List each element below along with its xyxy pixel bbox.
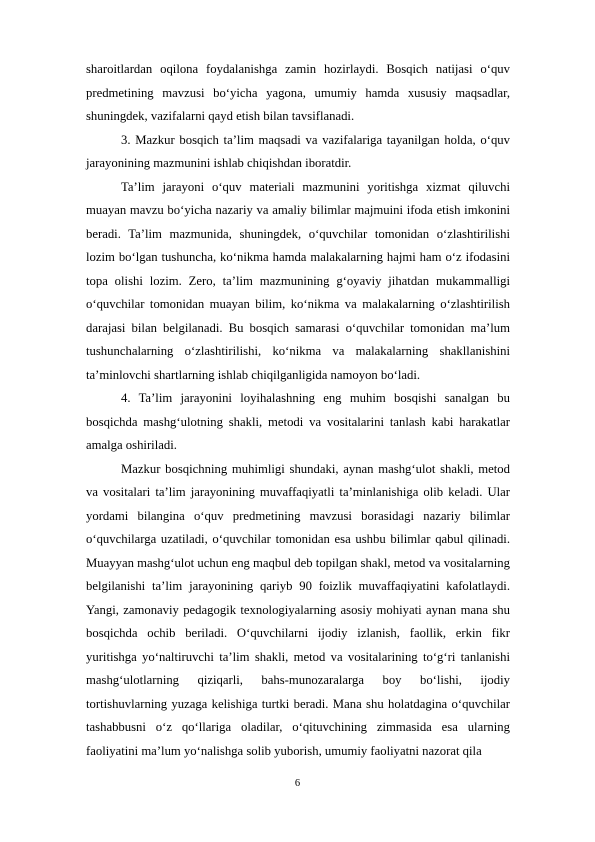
body-text	[86, 58, 510, 763]
page-number: 6	[294, 778, 301, 789]
paragraph-step-3: 3. Mazkur bosqich ta’lim maqsadi va vazifalariga tayanilgan holda, o‘quv jarayonining mazmunini ishlab chiqishdan iboratdir.	[86, 132, 510, 170]
paragraph-importance: Mazkur bosqichning muhimligi shundaki, aynan mashg‘ulot shakli, metod va vositalari ta’lim jarayonining muvaffaqiyatli ta’minlanishiga olib keladi. Ular yordami bilangina o‘quv predmetining mavzusi borasidagi nazariy bilimlar o‘quvchilarga uzatiladi, o‘quvchilar tomonidan esa ushbu bilimlar qabul qilinadi. Muayyan mashg‘ulot uchun eng maqbul deb topilgan shakl, metod va vositalarning belgilanishi ta’lim jarayonining qariyb 90 foizlik muvaffaqiyatini kafolatlaydi. Yangi, zamonaviy pedagogik texnologiyalarning asosiy mohiyati aynan mana shu bosqichda ochib beriladi. O‘quvchilarni ijodiy izlanish, faollik, erkin fikr yuritishga yo‘naltiruvchi ta’lim shakli, metod va vositalarining to‘g‘ri tanlanishi mashg‘ulotlarning qiziqarli, bahs-munozaralarga boy bo‘lishi, ijodiy tortishuvlarning yuzaga kelishiga turtki beradi. Mana shu holatdagina o‘quvchilar tashabbusni o‘z qo‘llariga oladilar, o‘qituvchining zimmasida esa ularning faoliyatini ma’lum yo‘nalishga solib yuborish, umumiy faoliyatni nazorat qila	[86, 461, 510, 758]
paragraph-step-4: 4. Ta’lim jarayonini loyihalashning eng muhim bosqishi sanalgan bu bosqichda mashg‘ulotning shakli, metodi va vositalarini tanlash kabi harakatlar amalga oshiriladi.	[86, 391, 510, 452]
paragraph-learning-content: Ta’lim jarayoni o‘quv materiali mazmunini yoritishga xizmat qiluvchi muayan mavzu bo‘yicha nazariy va amaliy bilimlar majmuini ifoda etish imkonini beradi. Ta’lim mazmunida, shuningdek, o‘quvchilar tomonidan o‘zlashtirilishi lozim bo‘lgan tushuncha, ko‘nikma hamda malakalarning hajmi ham o‘z ifodasini topa olishi lozim. Zero, ta’lim mazmunining g‘oyaviy jihatdan mukammalligi o‘quvchilar tomonidan muayan bilim, ko‘nikma va malakalarning o‘zlashtirilish darajasi bilan belgilanadi. Bu bosqich samarasi o‘quvchilar tomonidan ma’lum tushunchalarning o‘zlashtirilishi, ko‘nikma va malakalarning shakllanishini ta’minlovchi shartlarning ishlab chiqilganligida namoyon bo‘ladi.	[86, 179, 510, 382]
paragraph-continuation: sharoitlardan oqilona foydalanishga zamin hozirlaydi. Bosqich natijasi o‘quv predmetining mavzusi bo‘yicha yagona, umumiy hamda xususiy maqsadlar, shuningdek, vazifalarni qayd etish bilan tavsiflanadi.	[86, 62, 510, 123]
